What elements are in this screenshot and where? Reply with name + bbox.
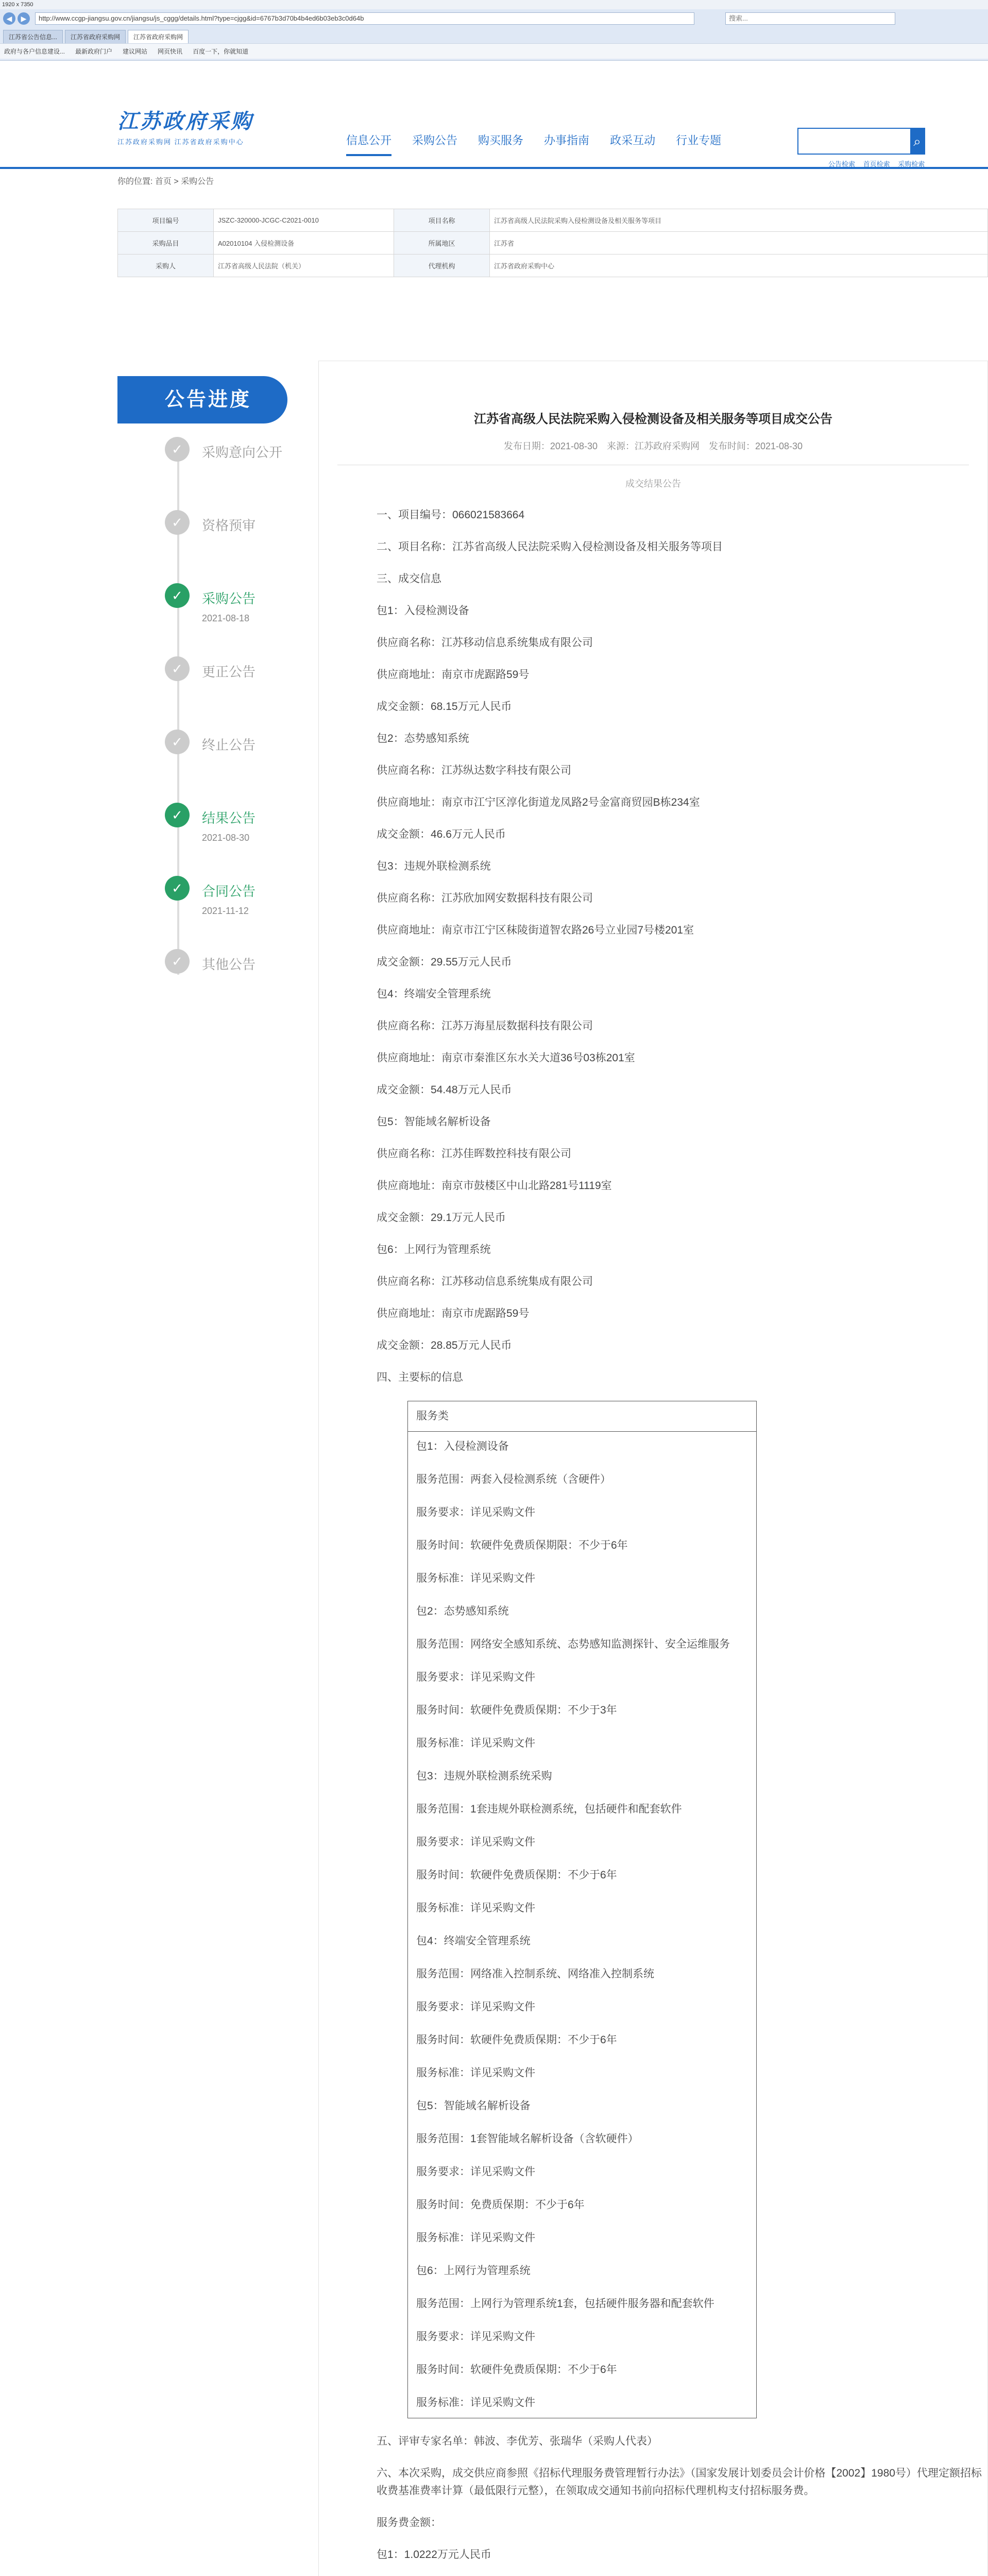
site-logo[interactable] <box>117 105 253 146</box>
article-paragraph: 成交金额：68.15万元人民币 <box>377 701 512 713</box>
progress-sidebar <box>117 376 301 1022</box>
nav-topics[interactable]: 行业专题 <box>676 134 722 147</box>
service-line: 服务范围：1套智能域名解析设备（含软硬件） <box>416 2133 639 2145</box>
info-key: 项目编号 <box>118 209 214 232</box>
service-line: 服务时间：软硬件免费质保期：不少于6年 <box>416 2364 617 2376</box>
check-icon-inactive: ✓ <box>165 437 190 462</box>
step-label: 更正公告 <box>202 664 256 680</box>
service-line: 服务时间：软硬件免费质保期：不少于3年 <box>416 1704 617 1716</box>
info-key: 所属地区 <box>394 232 490 255</box>
back-button[interactable]: ◀ <box>3 12 15 25</box>
service-line: 服务范围：1套违规外联检测系统，包括硬件和配套软件 <box>416 1803 682 1815</box>
article-paragraph: 供应商名称：江苏纵达数字科技有限公司 <box>377 765 571 776</box>
check-icon-inactive: ✓ <box>165 730 190 754</box>
service-line: 服务标准：详见采购文件 <box>416 2397 535 2409</box>
service-line: 服务范围：网络安全感知系统、态势感知监测探针、安全运维服务 <box>416 1638 730 1650</box>
favorites-bar <box>0 43 988 59</box>
sidebar-title: 公告进度 <box>117 376 287 423</box>
article-paragraph: 一、项目编号：066021583664 <box>377 509 525 521</box>
service-line: 服务时间：软硬件免费质保期：不少于6年 <box>416 1869 617 1881</box>
check-icon: ✓ <box>165 876 190 901</box>
breadcrumb: 你的位置: 首页 > 采购公告 <box>0 169 988 195</box>
service-line: 服务标准：详见采购文件 <box>416 1902 535 1914</box>
article-paragraph: 包6：上网行为管理系统 <box>377 1244 491 1256</box>
article-paragraph: 三、成交信息 <box>377 573 441 585</box>
table-row <box>408 1401 757 1432</box>
site-search <box>797 128 925 155</box>
service-line: 包6：上网行为管理系统 <box>416 2265 531 2277</box>
article-panel <box>318 361 988 2576</box>
service-line: 包3：违规外联检测系统采购 <box>416 1770 552 1782</box>
service-line: 包4：终端安全管理系统 <box>416 1935 531 1947</box>
article-paragraph: 供应商地址：南京市虎踞路59号 <box>377 669 530 681</box>
service-line: 服务标准：详见采购文件 <box>416 2232 535 2244</box>
article-title: 江苏省高级人民法院采购入侵检测设备及相关服务等项目成交公告 <box>474 412 832 426</box>
search-link[interactable]: 首页检索 <box>863 160 890 168</box>
check-icon-inactive: ✓ <box>165 656 190 681</box>
step-label: 终止公告 <box>202 737 256 753</box>
article-paragraph: 包2：态势感知系统 <box>377 733 469 744</box>
service-line: 服务标准：详见采购文件 <box>416 1572 535 1584</box>
article-paragraph: 服务费金额： <box>377 2517 441 2529</box>
search-links <box>828 159 931 168</box>
browser-tab-active[interactable]: 江苏省政府采购网 <box>128 30 189 43</box>
service-line: 服务要求：详见采购文件 <box>416 1836 535 1848</box>
progress-step[interactable] <box>165 803 301 876</box>
service-line: 服务范围：网络准入控制系统、网络准入控制系统 <box>416 1968 654 1980</box>
search-link[interactable]: 采购检索 <box>898 160 925 168</box>
info-value: 江苏省政府采购中心 <box>490 255 988 277</box>
progress-step[interactable] <box>165 656 301 730</box>
service-line: 服务时间：软硬件免费质保期限：不少于6年 <box>416 1539 628 1551</box>
step-date: 2021-11-12 <box>202 906 249 916</box>
nav-procurement-notice[interactable]: 采购公告 <box>412 134 458 147</box>
step-label: 采购意向公开 <box>202 445 283 460</box>
search-icon[interactable]: ⌕ <box>910 129 924 154</box>
nav-purchase-service[interactable]: 购买服务 <box>478 134 524 147</box>
address-bar-row <box>0 9 988 28</box>
article-paragraph: 成交金额：29.55万元人民币 <box>377 956 512 968</box>
progress-step[interactable] <box>165 730 301 803</box>
favorite-link[interactable]: 政府与各户信息建设... <box>4 48 65 55</box>
window-title: 1920 x 7350 <box>0 0 988 9</box>
article-paragraph: 供应商名称：江苏移动信息系统集成有限公司 <box>377 637 593 649</box>
browser-search-input[interactable]: 搜索... <box>725 12 895 25</box>
article-paragraph: 包4：终端安全管理系统 <box>377 988 491 1000</box>
info-value: 江苏省高级人民法院采购入侵检测设备及相关服务等项目 <box>490 209 988 232</box>
progress-step[interactable] <box>165 949 301 1022</box>
step-label: 其他公告 <box>202 957 256 972</box>
article-paragraph: 供应商地址：南京市江宁区秣陵街道智农路26号立业园7号楼201室 <box>377 924 694 936</box>
browser-chrome <box>0 0 988 61</box>
search-link[interactable]: 公告检索 <box>828 160 856 168</box>
service-line: 服务要求：详见采购文件 <box>416 2166 535 2178</box>
service-line: 包5：智能域名解析设备 <box>416 2100 531 2112</box>
service-line: 包2：态势感知系统 <box>416 1605 509 1617</box>
article-paragraph: 供应商名称：江苏移动信息系统集成有限公司 <box>377 1276 593 1287</box>
project-info-table <box>117 209 988 277</box>
address-input[interactable]: http://www.ccgp-jiangsu.gov.cn/jiangsu/js_cggg/details.html?type=cjgg&id=6767b3d70b4b4ed6b03eb3c0d64b <box>35 12 694 25</box>
check-icon: ✓ <box>165 583 190 608</box>
favorite-link[interactable]: 百度一下，你就知道 <box>193 48 249 55</box>
browser-tabs <box>0 28 988 43</box>
article-paragraph: 供应商名称：江苏欣加网安数据科技有限公司 <box>377 892 593 904</box>
article-meta: 发布日期：2021-08-30 来源：江苏政府采购网 发布时间：2021-08-30 <box>503 441 803 451</box>
article-paragraph: 成交金额：46.6万元人民币 <box>377 828 506 840</box>
article-paragraph: 成交金额：28.85万元人民币 <box>377 1340 512 1351</box>
table-row <box>118 209 988 232</box>
service-line: 服务标准：详见采购文件 <box>416 2067 535 2079</box>
service-line: 服务时间：软硬件免费质保期：不少于6年 <box>416 2034 617 2046</box>
info-value: 江苏省高级人民法院（机关） <box>214 255 394 277</box>
check-icon-inactive: ✓ <box>165 510 190 535</box>
step-label: 采购公告 <box>202 591 256 606</box>
article-paragraph: 包1：入侵检测设备 <box>377 605 469 617</box>
nav-interaction[interactable]: 政采互动 <box>610 134 656 147</box>
article-paragraph: 供应商地址：南京市虎踞路59号 <box>377 1308 530 1319</box>
progress-steps <box>117 437 301 1022</box>
article-body <box>319 490 987 2576</box>
info-value: A02010104 入侵检测设备 <box>214 232 394 255</box>
forward-button[interactable]: ▶ <box>18 12 30 25</box>
service-line: 服务标准：详见采购文件 <box>416 1737 535 1749</box>
progress-step[interactable] <box>165 876 301 949</box>
article-paragraph: 供应商地址：南京市鼓楼区中山北路281号1119室 <box>377 1180 612 1192</box>
info-key: 采购人 <box>118 255 214 277</box>
browser-tab[interactable]: 江苏省公告信息... <box>3 30 63 43</box>
info-value: JSZC-320000-JCGC-C2021-0010 <box>214 209 394 232</box>
service-table <box>407 1401 757 2418</box>
site-header <box>0 61 988 169</box>
paragraphs-after <box>377 2433 987 2576</box>
logo-text: 江苏政府采购 <box>117 109 253 133</box>
main-nav <box>346 132 742 156</box>
paragraphs-before <box>377 506 987 1386</box>
step-date: 2021-08-30 <box>202 833 250 843</box>
article-paragraph: 四、主要标的信息 <box>377 1371 463 1383</box>
step-label: 结果公告 <box>202 810 256 826</box>
browser-tab[interactable]: 江苏省政府采购网 <box>65 30 126 43</box>
progress-step[interactable] <box>165 510 301 583</box>
service-cell <box>408 1432 757 2418</box>
article-paragraph: 包5：智能域名解析设备 <box>377 1116 491 1128</box>
service-line: 服务范围：两套入侵检测系统（含硬件） <box>416 1473 611 1485</box>
article-paragraph: 供应商名称：江苏万海星辰数据科技有限公司 <box>377 1020 593 1032</box>
article-paragraph: 供应商地址：南京市江宁区淳化街道龙凤路2号金富商贸园B栋234室 <box>377 796 700 808</box>
article-paragraph: 六、本次采购，成交供应商参照《招标代理服务费管理暂行办法》（国家发展计划委员会计价格【2002】1980号）代理定额招标收费基准费率计算（最低限行元整），在领取成交通知书前向招标代理机构支付招标服务费。 <box>377 2467 982 2497</box>
step-label: 合同公告 <box>202 884 256 899</box>
article-paragraph: 二、项目名称：江苏省高级人民法院采购入侵检测设备及相关服务等项目 <box>377 541 723 553</box>
service-line: 服务时间：免费质保期：不少于6年 <box>416 2199 585 2211</box>
article-paragraph: 包1：1.0222万元人民币 <box>377 2549 491 2561</box>
service-line: 服务要求：详见采购文件 <box>416 2001 535 2013</box>
article-paragraph: 五、评审专家名单：韩波、李优芳、张瑞华（采购人代表） <box>377 2435 658 2447</box>
article-paragraph: 供应商名称：江苏佳晖数控科技有限公司 <box>377 1148 571 1160</box>
step-label: 资格预审 <box>202 518 256 533</box>
table-row <box>118 255 988 277</box>
info-key: 采购品目 <box>118 232 214 255</box>
favorite-link[interactable]: 最新政府门户 <box>75 48 113 55</box>
favorite-link[interactable]: 建议网站 <box>123 48 148 55</box>
info-key: 代理机构 <box>394 255 490 277</box>
info-value: 江苏省 <box>490 232 988 255</box>
logo-subtitle: 江苏政府采购网 江苏省政府采购中心 <box>117 138 244 146</box>
article-paragraph: 供应商地址：南京市秦淮区东水关大道36号03栋201室 <box>377 1052 635 1064</box>
service-table-header: 服务类 <box>408 1401 757 1432</box>
article-paragraph: 成交金额：54.48万元人民币 <box>377 1084 512 1096</box>
site-search-input[interactable] <box>798 129 910 154</box>
table-row <box>408 1432 757 2418</box>
service-line: 服务要求：详见采购文件 <box>416 2331 535 2343</box>
nav-info-public[interactable]: 信息公开 <box>346 132 391 156</box>
check-icon: ✓ <box>165 803 190 827</box>
service-line: 服务要求：详见采购文件 <box>416 1506 535 1518</box>
service-line: 包1：入侵检测设备 <box>416 1440 509 1452</box>
favorite-link[interactable]: 网页快讯 <box>158 48 183 55</box>
info-key: 项目名称 <box>394 209 490 232</box>
service-line: 服务范围：上网行为管理系统1套，包括硬件服务器和配套软件 <box>416 2298 714 2310</box>
article-paragraph: 包3：违规外联检测系统 <box>377 860 491 872</box>
article-subhead: 成交结果公告 <box>625 479 681 489</box>
check-icon-inactive: ✓ <box>165 949 190 974</box>
progress-step[interactable] <box>165 583 301 656</box>
service-line: 服务要求：详见采购文件 <box>416 1671 535 1683</box>
article-paragraph: 成交金额：29.1万元人民币 <box>377 1212 506 1224</box>
table-row <box>118 232 988 255</box>
progress-step[interactable] <box>165 437 301 510</box>
nav-guide[interactable]: 办事指南 <box>544 134 590 147</box>
step-date: 2021-08-18 <box>202 613 250 623</box>
